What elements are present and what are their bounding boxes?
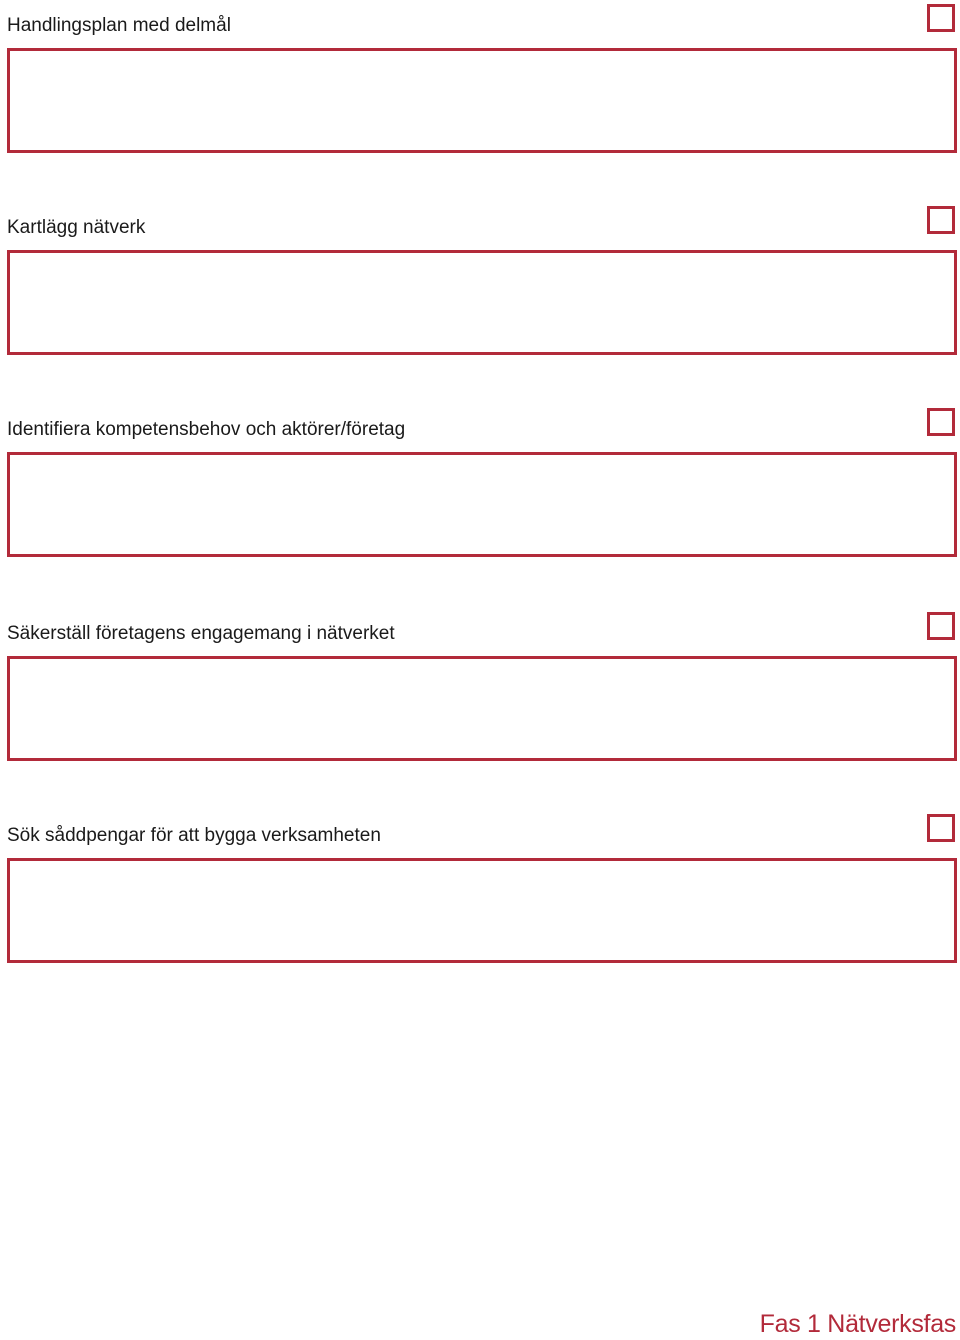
section-text-field[interactable] xyxy=(7,656,957,761)
section-checkbox[interactable] xyxy=(927,612,955,640)
section-text-field[interactable] xyxy=(7,858,957,963)
section-kartlagg-natverk xyxy=(0,202,960,362)
section-label: Kartlägg nätverk xyxy=(7,217,146,238)
section-label: Sök såddpengar för att bygga verksamheten xyxy=(7,825,381,846)
section-handlingsplan xyxy=(0,0,960,160)
section-sok-saddpengar xyxy=(0,810,960,970)
section-checkbox[interactable] xyxy=(927,4,955,32)
section-checkbox[interactable] xyxy=(927,814,955,842)
footer-phase-title: Fas 1 Nätverksfas xyxy=(759,1310,956,1338)
section-label: Identifiera kompetensbehov och aktörer/företag xyxy=(7,419,406,440)
section-checkbox[interactable] xyxy=(927,206,955,234)
section-checkbox[interactable] xyxy=(927,408,955,436)
section-label: Säkerställ företagens engagemang i nätverket xyxy=(7,623,395,644)
section-text-field[interactable] xyxy=(7,48,957,153)
section-label: Handlingsplan med delmål xyxy=(7,15,231,36)
section-sakerstall-engagemang xyxy=(0,608,960,768)
section-text-field[interactable] xyxy=(7,250,957,355)
section-identifiera-kompetensbehov xyxy=(0,404,960,564)
section-text-field[interactable] xyxy=(7,452,957,557)
